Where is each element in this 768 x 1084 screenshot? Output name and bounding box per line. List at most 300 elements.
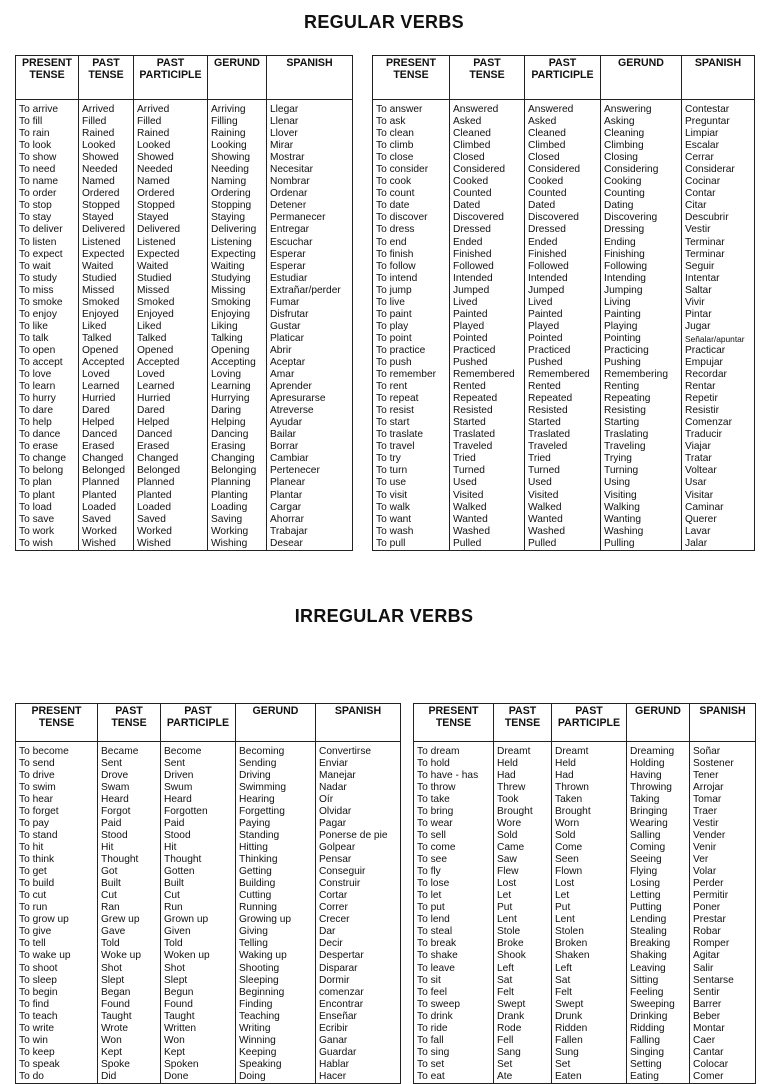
present-tense-cell: To plant [16, 490, 79, 502]
past-participle-cell: Woken up [161, 950, 236, 962]
verb-row [16, 429, 353, 441]
spanish-cell: Crecer [316, 914, 401, 926]
gerund-cell: Singing [627, 1047, 690, 1059]
present-tense-cell: To try [373, 453, 450, 465]
spanish-cell: Abrir [267, 345, 353, 357]
present-tense-cell: To lend [414, 914, 494, 926]
present-tense-cell: To steal [414, 926, 494, 938]
past-participle-cell: Changed [134, 453, 208, 465]
spanish-cell: Decir [316, 938, 401, 950]
gerund-cell: Teaching [236, 1011, 316, 1023]
past-tense-cell: Traveled [450, 441, 525, 453]
spanish-cell: Vivir [682, 297, 755, 309]
past-tense-cell: Saw [494, 854, 552, 866]
past-tense-cell: Delivered [79, 224, 134, 236]
present-tense-cell: To build [16, 878, 98, 890]
verb-row [16, 842, 401, 854]
past-participle-cell: Waited [134, 261, 208, 273]
spanish-cell: Construir [316, 878, 401, 890]
spanish-cell: Entregar [267, 224, 353, 236]
gerund-cell: Shaking [627, 950, 690, 962]
past-participle-cell: Brought [552, 806, 627, 818]
past-tense-cell: Broke [494, 938, 552, 950]
spanish-cell: Arrojar [690, 782, 756, 794]
verb-row [373, 128, 755, 140]
present-tense-cell: To forget [16, 806, 98, 818]
gerund-cell: Stopping [208, 200, 267, 212]
past-participle-cell: Intended [525, 273, 601, 285]
past-participle-cell: Slept [161, 975, 236, 987]
past-tense-cell: Intended [450, 273, 525, 285]
gerund-cell: Practicing [601, 345, 682, 357]
spanish-cell: Bailar [267, 429, 353, 441]
gerund-cell: Finding [236, 999, 316, 1011]
spanish-cell: Tener [690, 770, 756, 782]
past-tense-cell: Had [494, 770, 552, 782]
spanish-cell: Descubrir [682, 212, 755, 224]
verb-row [16, 914, 401, 926]
past-participle-cell: Opened [134, 345, 208, 357]
verb-row [16, 1047, 401, 1059]
spanish-cell: Volar [690, 866, 756, 878]
spanish-cell: Agitar [690, 950, 756, 962]
spanish-cell: Fumar [267, 297, 353, 309]
present-tense-cell: To open [16, 345, 79, 357]
past-tense-cell: Painted [450, 309, 525, 321]
present-tense-cell: To have - has [414, 770, 494, 782]
present-tense-cell: To work [16, 526, 79, 538]
past-participle-cell: Learned [134, 381, 208, 393]
present-tense-cell: To end [373, 237, 450, 249]
verb-row [373, 345, 755, 357]
past-tense-cell: Ran [98, 902, 161, 914]
spanish-cell: Pensar [316, 854, 401, 866]
present-tense-cell: To give [16, 926, 98, 938]
gerund-cell: Climbing [601, 140, 682, 152]
spanish-cell: Disfrutar [267, 309, 353, 321]
spanish-cell: Caer [690, 1035, 756, 1047]
past-tense-cell: Took [494, 794, 552, 806]
present-tense-cell: To repeat [373, 393, 450, 405]
past-tense-cell: Sat [494, 975, 552, 987]
gerund-cell: Feeling [627, 987, 690, 999]
verb-row [16, 526, 353, 538]
past-participle-cell: Rained [134, 128, 208, 140]
verb-row [16, 950, 401, 962]
gerund-cell: Jumping [601, 285, 682, 297]
gerund-cell: Cooking [601, 176, 682, 188]
past-participle-cell: Cleaned [525, 128, 601, 140]
verb-row [16, 818, 401, 830]
past-participle-cell: Rented [525, 381, 601, 393]
past-participle-cell: Drunk [552, 1011, 627, 1023]
header-present-tense: PRESENT TENSE [16, 56, 79, 100]
spanish-cell: Contestar [682, 100, 755, 117]
past-tense-cell: Lost [494, 878, 552, 890]
past-participle-cell: Practiced [525, 345, 601, 357]
spanish-cell: Sentarse [690, 975, 756, 987]
past-participle-cell: Sung [552, 1047, 627, 1059]
present-tense-cell: To ask [373, 116, 450, 128]
past-tense-cell: Set [494, 1059, 552, 1071]
present-tense-cell: To dare [16, 405, 79, 417]
gerund-cell: Forgetting [236, 806, 316, 818]
present-tense-cell: To wash [373, 526, 450, 538]
spanish-cell: Cerrar [682, 152, 755, 164]
past-participle-cell: Cut [161, 890, 236, 902]
past-participle-cell: Saved [134, 514, 208, 526]
past-participle-cell: Washed [525, 526, 601, 538]
gerund-cell: Missing [208, 285, 267, 297]
spanish-cell: Preguntar [682, 116, 755, 128]
header-gerund: GERUND [627, 703, 690, 741]
spanish-cell: Ecribir [316, 1023, 401, 1035]
gerund-cell: Pushing [601, 357, 682, 369]
gerund-cell: Sleeping [236, 975, 316, 987]
verb-row [373, 502, 755, 514]
spanish-cell: Disparar [316, 963, 401, 975]
present-tense-cell: To listen [16, 237, 79, 249]
gerund-cell: Sending [236, 758, 316, 770]
present-tense-cell: To finish [373, 249, 450, 261]
gerund-cell: Hitting [236, 842, 316, 854]
spanish-cell: Escuchar [267, 237, 353, 249]
spanish-cell: Plantar [267, 490, 353, 502]
present-tense-cell: To get [16, 866, 98, 878]
spanish-cell: Ganar [316, 1035, 401, 1047]
past-participle-cell: Liked [134, 321, 208, 333]
present-tense-cell: To dream [414, 741, 494, 758]
irregular-verbs-table-right [413, 703, 756, 1084]
past-tense-cell: Found [98, 999, 161, 1011]
present-tense-cell: To practice [373, 345, 450, 357]
gerund-cell: Ordering [208, 188, 267, 200]
past-participle-cell: Helped [134, 417, 208, 429]
verb-row [414, 1059, 756, 1071]
past-tense-cell: Sang [494, 1047, 552, 1059]
spanish-cell: Montar [690, 1023, 756, 1035]
present-tense-cell: To dress [373, 224, 450, 236]
header-past-tense: PAST TENSE [98, 703, 161, 741]
verb-row [414, 782, 756, 794]
past-participle-cell: Sold [552, 830, 627, 842]
past-tense-cell: Accepted [79, 357, 134, 369]
past-participle-cell: Spoken [161, 1059, 236, 1071]
header-past-tense: PAST TENSE [450, 56, 525, 100]
present-tense-cell: To wait [16, 261, 79, 273]
past-participle-cell: Closed [525, 152, 601, 164]
spanish-cell: Visitar [682, 490, 755, 502]
past-tense-cell: Played [450, 321, 525, 333]
verb-row [16, 333, 353, 345]
verb-row [414, 741, 756, 758]
verb-row [373, 297, 755, 309]
gerund-cell: Delivering [208, 224, 267, 236]
past-tense-cell: Dreamt [494, 741, 552, 758]
spanish-cell: Ver [690, 854, 756, 866]
past-participle-cell: Run [161, 902, 236, 914]
verb-row [16, 393, 353, 405]
past-participle-cell: Broken [552, 938, 627, 950]
past-tense-cell: Discovered [450, 212, 525, 224]
present-tense-cell: To enjoy [16, 309, 79, 321]
verb-row [373, 441, 755, 453]
past-tense-cell: Visited [450, 490, 525, 502]
verb-row [16, 1011, 401, 1023]
past-tense-cell: Missed [79, 285, 134, 297]
past-participle-cell: Followed [525, 261, 601, 273]
past-participle-cell: Filled [134, 116, 208, 128]
verb-row [414, 975, 756, 987]
past-participle-cell: Needed [134, 164, 208, 176]
past-tense-cell: Began [98, 987, 161, 999]
verb-row [373, 490, 755, 502]
present-tense-cell: To push [373, 357, 450, 369]
past-tense-cell: Asked [450, 116, 525, 128]
past-participle-cell: Painted [525, 309, 601, 321]
header-past-participle: PAST PARTICIPLE [161, 703, 236, 741]
gerund-cell: Resisting [601, 405, 682, 417]
past-tense-cell: Brought [494, 806, 552, 818]
verb-row [414, 1071, 756, 1084]
spanish-cell: Ahorrar [267, 514, 353, 526]
gerund-cell: Dreaming [627, 741, 690, 758]
spanish-cell: comenzar [316, 987, 401, 999]
past-participle-cell: Pointed [525, 333, 601, 345]
past-tense-cell: Hurried [79, 393, 134, 405]
past-tense-cell: Shot [98, 963, 161, 975]
spanish-cell: Enseñar [316, 1011, 401, 1023]
past-tense-cell: Planted [79, 490, 134, 502]
past-participle-cell: Jumped [525, 285, 601, 297]
past-tense-cell: Cooked [450, 176, 525, 188]
past-tense-cell: Loaded [79, 502, 134, 514]
past-tense-cell: Waited [79, 261, 134, 273]
verb-row [16, 128, 353, 140]
present-tense-cell: To answer [373, 100, 450, 117]
past-participle-cell: Stood [161, 830, 236, 842]
gerund-cell: Trying [601, 453, 682, 465]
past-tense-cell: Opened [79, 345, 134, 357]
gerund-cell: Holding [627, 758, 690, 770]
present-tense-cell: To teach [16, 1011, 98, 1023]
past-tense-cell: Sent [98, 758, 161, 770]
spanish-cell: Extrañar/perder [267, 285, 353, 297]
gerund-cell: Arriving [208, 100, 267, 117]
past-participle-cell: Hurried [134, 393, 208, 405]
past-participle-cell: Ridden [552, 1023, 627, 1035]
spanish-cell: Viajar [682, 441, 755, 453]
past-participle-cell: Named [134, 176, 208, 188]
past-participle-cell: Left [552, 963, 627, 975]
verb-row [16, 200, 353, 212]
past-participle-cell: Held [552, 758, 627, 770]
present-tense-cell: To order [16, 188, 79, 200]
present-tense-cell: To stop [16, 200, 79, 212]
gerund-cell: Intending [601, 273, 682, 285]
past-tense-cell: Built [98, 878, 161, 890]
gerund-cell: Doing [236, 1071, 316, 1084]
past-tense-cell: Remembered [450, 369, 525, 381]
gerund-cell: Telling [236, 938, 316, 950]
gerund-cell: Turning [601, 465, 682, 477]
past-participle-cell: Arrived [134, 100, 208, 117]
past-tense-cell: Forgot [98, 806, 161, 818]
spanish-cell: Practicar [682, 345, 755, 357]
gerund-cell: Walking [601, 502, 682, 514]
present-tense-cell: To follow [373, 261, 450, 273]
present-tense-cell: To swim [16, 782, 98, 794]
present-tense-cell: To travel [373, 441, 450, 453]
gerund-cell: Ridding [627, 1023, 690, 1035]
past-tense-cell: Practiced [450, 345, 525, 357]
past-tense-cell: Loved [79, 369, 134, 381]
present-tense-cell: To bring [414, 806, 494, 818]
past-participle-cell: Talked [134, 333, 208, 345]
present-tense-cell: To resist [373, 405, 450, 417]
past-participle-cell: Lost [552, 878, 627, 890]
spanish-cell: Convertirse [316, 741, 401, 758]
gerund-cell: Drinking [627, 1011, 690, 1023]
gerund-cell: Getting [236, 866, 316, 878]
past-tense-cell: Shook [494, 950, 552, 962]
present-tense-cell: To traslate [373, 429, 450, 441]
verb-row [16, 100, 353, 117]
verb-row [16, 285, 353, 297]
past-participle-cell: Loaded [134, 502, 208, 514]
gerund-cell: Expecting [208, 249, 267, 261]
past-participle-cell: Dated [525, 200, 601, 212]
gerund-cell: Planting [208, 490, 267, 502]
verb-row [414, 926, 756, 938]
present-tense-cell: To wake up [16, 950, 98, 962]
past-participle-cell: Put [552, 902, 627, 914]
past-participle-cell: Started [525, 417, 601, 429]
present-tense-cell: To eat [414, 1071, 494, 1084]
gerund-cell: Changing [208, 453, 267, 465]
present-tense-cell: To consider [373, 164, 450, 176]
present-tense-cell: To sing [414, 1047, 494, 1059]
spanish-cell: Citar [682, 200, 755, 212]
past-tense-cell: Grew up [98, 914, 161, 926]
past-participle-cell: Eaten [552, 1071, 627, 1084]
gerund-cell: Eating [627, 1071, 690, 1084]
gerund-cell: Speaking [236, 1059, 316, 1071]
gerund-cell: Sitting [627, 975, 690, 987]
present-tense-cell: To come [414, 842, 494, 854]
present-tense-cell: To walk [373, 502, 450, 514]
past-participle-cell: Sent [161, 758, 236, 770]
spanish-cell: Limpiar [682, 128, 755, 140]
past-participle-cell: Become [161, 741, 236, 758]
gerund-cell: Having [627, 770, 690, 782]
past-tense-cell: Dated [450, 200, 525, 212]
verb-row [16, 999, 401, 1011]
past-participle-cell: Sat [552, 975, 627, 987]
present-tense-cell: To stand [16, 830, 98, 842]
present-tense-cell: To plan [16, 477, 79, 489]
header-spanish: SPANISH [267, 56, 353, 100]
gerund-cell: Pointing [601, 333, 682, 345]
present-tense-cell: To drive [16, 770, 98, 782]
spanish-cell: Hablar [316, 1059, 401, 1071]
present-tense-cell: To dance [16, 429, 79, 441]
gerund-cell: Saving [208, 514, 267, 526]
header-gerund: GERUND [601, 56, 682, 100]
verb-row [16, 794, 401, 806]
gerund-cell: Waiting [208, 261, 267, 273]
past-tense-cell: Resisted [450, 405, 525, 417]
present-tense-cell: To cut [16, 890, 98, 902]
past-tense-cell: Threw [494, 782, 552, 794]
past-tense-cell: Erased [79, 441, 134, 453]
past-participle-cell: Pulled [525, 538, 601, 551]
verb-row [373, 393, 755, 405]
verb-row [16, 152, 353, 164]
present-tense-cell: To take [414, 794, 494, 806]
present-tense-cell: To discover [373, 212, 450, 224]
spanish-cell: Pagar [316, 818, 401, 830]
gerund-cell: Learning [208, 381, 267, 393]
gerund-cell: Losing [627, 878, 690, 890]
spanish-cell: Vestir [690, 818, 756, 830]
verb-row [16, 212, 353, 224]
present-tense-cell: To date [373, 200, 450, 212]
past-participle-cell: Discovered [525, 212, 601, 224]
spanish-cell: Considerar [682, 164, 755, 176]
verb-row [414, 914, 756, 926]
present-tense-cell: To visit [373, 490, 450, 502]
gerund-cell: Writing [236, 1023, 316, 1035]
present-tense-cell: To point [373, 333, 450, 345]
gerund-cell: Waking up [236, 950, 316, 962]
spanish-cell: Nadar [316, 782, 401, 794]
verb-row [16, 538, 353, 551]
spanish-cell: Recordar [682, 369, 755, 381]
present-tense-cell: To cook [373, 176, 450, 188]
gerund-cell: Shooting [236, 963, 316, 975]
verb-row [16, 164, 353, 176]
verb-row [16, 261, 353, 273]
present-tense-cell: To study [16, 273, 79, 285]
gerund-cell: Repeating [601, 393, 682, 405]
past-participle-cell: Begun [161, 987, 236, 999]
past-tense-cell: Closed [450, 152, 525, 164]
gerund-cell: Naming [208, 176, 267, 188]
verb-row [16, 741, 401, 758]
past-tense-cell: Rode [494, 1023, 552, 1035]
spanish-cell: Pintar [682, 309, 755, 321]
verb-row [16, 1059, 401, 1071]
verb-row [414, 963, 756, 975]
verb-row [373, 212, 755, 224]
spanish-cell: Ayudar [267, 417, 353, 429]
gerund-cell: Enjoying [208, 309, 267, 321]
spanish-cell: Venir [690, 842, 756, 854]
verb-row [16, 866, 401, 878]
gerund-cell: Using [601, 477, 682, 489]
present-tense-cell: To hurry [16, 393, 79, 405]
past-tense-cell: Swept [494, 999, 552, 1011]
past-tense-cell: Talked [79, 333, 134, 345]
past-participle-cell: Paid [161, 818, 236, 830]
gerund-cell: Flying [627, 866, 690, 878]
present-tense-cell: To erase [16, 441, 79, 453]
verb-row [16, 926, 401, 938]
past-tense-cell: Enjoyed [79, 309, 134, 321]
past-participle-cell: Come [552, 842, 627, 854]
past-participle-cell: Grown up [161, 914, 236, 926]
